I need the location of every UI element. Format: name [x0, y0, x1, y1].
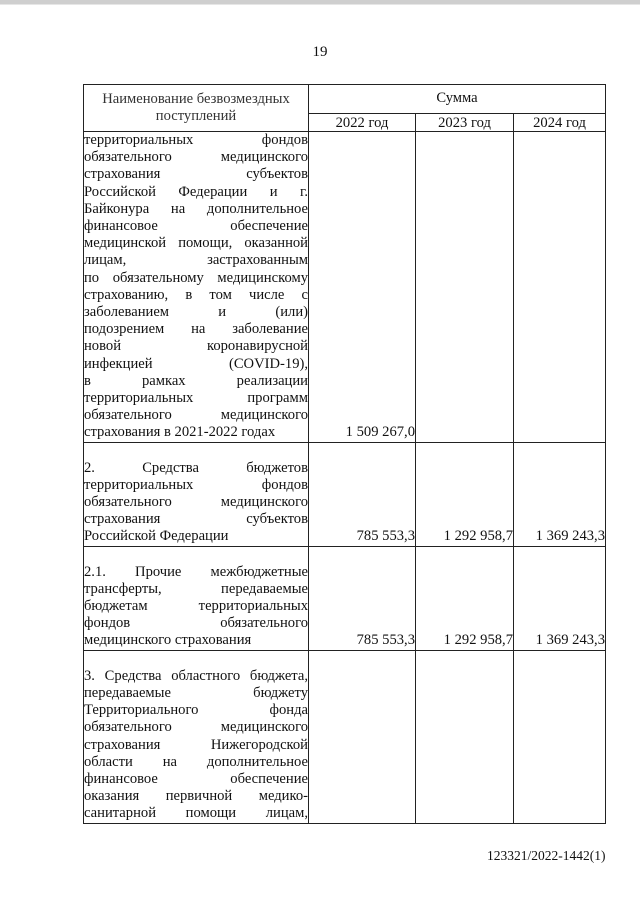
- row-spacer: [84, 651, 308, 668]
- table-row: [84, 546, 606, 650]
- row-spacer: [84, 547, 308, 564]
- name-line: санитарной помощи лицам,: [84, 805, 308, 822]
- header-year-2024: 2024 год: [514, 114, 606, 132]
- header-sum-column: Сумма: [309, 85, 606, 114]
- name-line: Территориального фонда: [84, 702, 308, 719]
- name-line: 2. Средства бюджетов: [84, 459, 308, 476]
- value-2023: [416, 650, 514, 823]
- name-line: страхования в 2021-2022 годах: [84, 424, 276, 441]
- name-line: обязательного медицинского: [84, 494, 308, 511]
- name-line: в рамках реализации: [84, 372, 308, 389]
- table-row: [84, 132, 606, 443]
- name-line: обязательного медицинского: [84, 407, 308, 424]
- value-2022: 785 553,3: [309, 546, 416, 650]
- name-line: лицам, застрахованным: [84, 252, 308, 269]
- name-line: страхования субъектов: [84, 166, 308, 183]
- value-2024: [514, 650, 606, 823]
- name-line: территориальных программ: [84, 390, 308, 407]
- value-2024: 1 369 243,3: [514, 442, 606, 546]
- row-spacer: [84, 443, 308, 460]
- header-row-top: [84, 85, 606, 114]
- name-line: области на дополнительное: [84, 753, 308, 770]
- revenue-table: [83, 84, 606, 824]
- name-line: Российской Федерации и г.: [84, 183, 308, 200]
- value-2023: [416, 132, 514, 443]
- table-row: [84, 650, 606, 823]
- name-line: медицинской помощи, оказанной: [84, 235, 308, 252]
- header-year-2022: 2022 год: [309, 114, 416, 132]
- name-line: территориальных фондов: [84, 476, 308, 493]
- name-line: Байконура на дополнительное: [84, 200, 308, 217]
- document-registration-code: 123321/2022-1442(1): [487, 848, 606, 863]
- row-name-cell: [84, 650, 309, 823]
- name-line: оказания первичной медико-: [84, 788, 308, 805]
- name-line: финансовое обеспечение: [84, 218, 308, 235]
- value-2022: [309, 650, 416, 823]
- name-line: Российской Федерации: [84, 528, 229, 545]
- value-2024: 1 369 243,3: [514, 546, 606, 650]
- table-row: [84, 442, 606, 546]
- value-2023: 1 292 958,7: [416, 546, 514, 650]
- row-name-cell: [84, 442, 309, 546]
- value-2023: 1 292 958,7: [416, 442, 514, 546]
- value-2022: 785 553,3: [309, 442, 416, 546]
- name-line: подозрением на заболевание: [84, 321, 308, 338]
- value-2022: 1 509 267,0: [309, 132, 416, 443]
- name-line: 3. Средства областного бюджета,: [84, 667, 308, 684]
- name-line: страхованию, в том числе с: [84, 286, 308, 303]
- name-line: обязательного медицинского: [84, 149, 308, 166]
- header-name-column: Наименование безвозмездных поступлений: [84, 85, 309, 132]
- name-line: финансовое обеспечение: [84, 770, 308, 787]
- name-line: по обязательному медицинскому: [84, 269, 308, 286]
- header-year-2023: 2023 год: [416, 114, 514, 132]
- name-line: страхования субъектов: [84, 511, 308, 528]
- row-name-cell: [84, 132, 309, 443]
- name-line: передаваемые бюджету: [84, 684, 308, 701]
- scan-top-edge-shadow: [0, 4, 640, 5]
- name-line: медицинского страхования: [84, 632, 252, 649]
- name-line: фондов обязательного: [84, 615, 308, 632]
- name-line: бюджетам территориальных: [84, 598, 308, 615]
- page-number: 19: [312, 44, 328, 60]
- name-line: обязательного медицинского: [84, 719, 308, 736]
- name-line: инфекцией (COVID-19),: [84, 355, 308, 372]
- value-2024: [514, 132, 606, 443]
- name-line: новой коронавирусной: [84, 338, 308, 355]
- name-line: страхования Нижегородской: [84, 736, 308, 753]
- name-line: трансферты, передаваемые: [84, 580, 308, 597]
- name-line: территориальных фондов: [84, 132, 308, 148]
- row-name-cell: [84, 546, 309, 650]
- name-line: заболеванием и (или): [84, 304, 308, 321]
- name-line: 2.1. Прочие межбюджетные: [84, 563, 308, 580]
